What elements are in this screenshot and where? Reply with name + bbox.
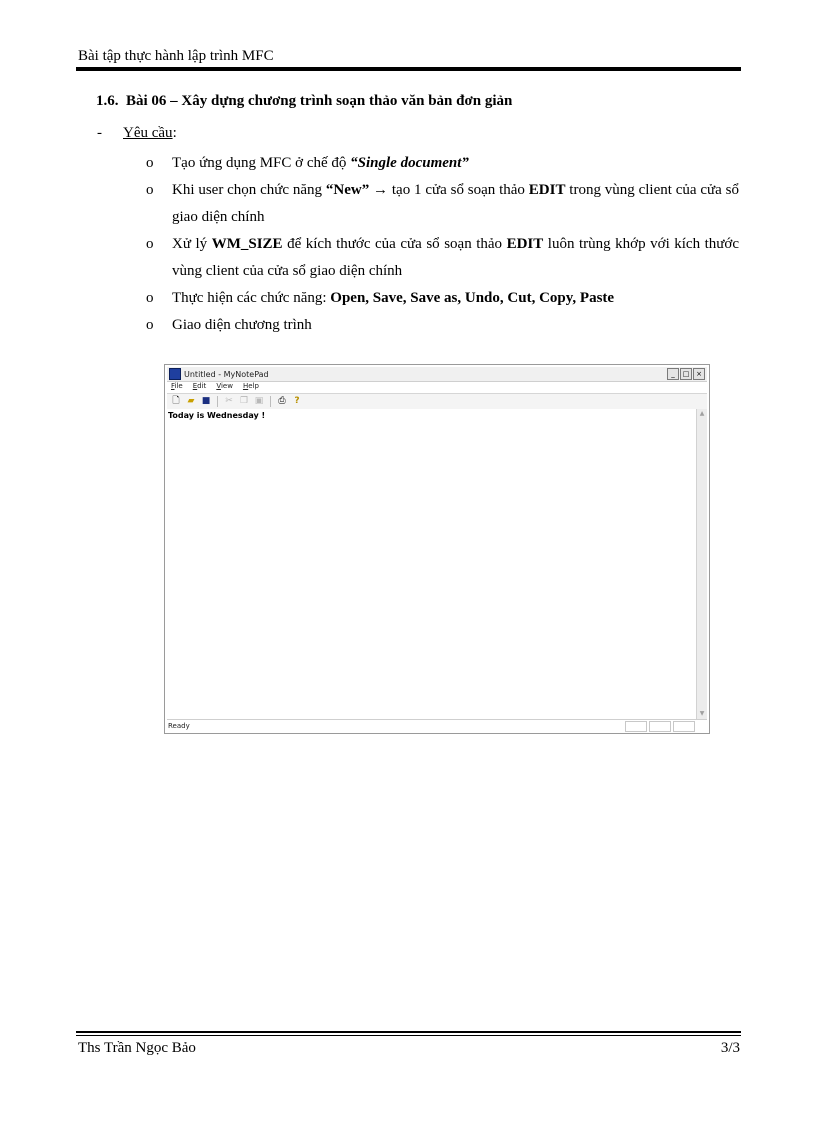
menu-file-mnemonic: F	[171, 382, 175, 390]
toolbar-separator	[217, 396, 218, 407]
status-bar	[167, 719, 707, 732]
edit-client-area[interactable]	[167, 409, 697, 719]
bullet-marker: o	[146, 236, 154, 252]
app-icon	[169, 368, 181, 380]
bullet-marker: o	[146, 182, 154, 198]
bullet-marker: o	[146, 317, 154, 333]
footer-author: Ths Trần Ngọc Bảo	[78, 1040, 196, 1056]
requirements-list	[146, 150, 739, 339]
minimize-button[interactable]: _	[667, 368, 679, 380]
scroll-down-icon[interactable]: ▼	[699, 710, 705, 717]
menu-help-mnemonic: H	[242, 382, 249, 390]
section-title	[96, 93, 512, 110]
requirements-dash: -	[97, 125, 102, 141]
new-file-icon[interactable]: 🗋	[172, 396, 180, 406]
help-icon[interactable]: ?	[294, 396, 300, 406]
requirements-heading	[97, 125, 177, 142]
bullet-marker: o	[146, 290, 154, 306]
menu-help-label: elp	[248, 382, 259, 390]
requirement-item	[146, 231, 739, 285]
vertical-scrollbar[interactable]	[696, 409, 707, 719]
menu-edit-mnemonic: E	[192, 382, 198, 390]
requirement-item	[146, 285, 739, 312]
requirements-label: Yêu cầu	[123, 125, 173, 141]
editor-text: Today is Wednesday !	[168, 411, 266, 420]
open-folder-icon[interactable]: ▰	[187, 396, 195, 406]
paste-icon[interactable]: ▣	[254, 396, 264, 406]
close-button[interactable]: ×	[693, 368, 705, 380]
requirement-text: Xử lý	[172, 236, 212, 252]
requirements-colon: :	[172, 125, 177, 141]
cut-icon[interactable]: ✂	[225, 396, 233, 406]
toolbar-separator	[270, 396, 271, 407]
page-header: Bài tập thực hành lập trình MFC	[78, 48, 274, 64]
requirement-text: để kích thước của cửa sổ soạn thảo	[282, 236, 507, 252]
section-number: 1.6.	[96, 93, 119, 109]
page-number: 3/3	[720, 1040, 740, 1056]
save-icon[interactable]: ■	[201, 396, 211, 406]
menu-view[interactable]	[216, 382, 233, 393]
window-controls	[667, 368, 705, 380]
print-icon[interactable]: ⎙	[278, 396, 286, 406]
requirement-item	[146, 312, 739, 339]
toolbar	[167, 393, 707, 410]
requirement-text: Tạo ứng dụng MFC ở chế độ	[172, 155, 351, 171]
menu-edit-label: dit	[197, 382, 207, 390]
menu-file[interactable]	[171, 382, 183, 393]
requirement-emphasis: “Single document”	[350, 155, 469, 171]
status-text: Ready	[168, 722, 190, 730]
app-screenshot	[164, 364, 710, 734]
requirement-emphasis: EDIT	[528, 182, 566, 198]
requirement-text: Giao diện chương trình	[172, 317, 312, 333]
requirement-text: Khi user chọn chức năng	[172, 182, 326, 198]
status-pane	[673, 721, 695, 732]
section-heading: Bài 06 – Xây dựng chương trình soạn thảo văn bản đơn giản	[126, 93, 513, 109]
status-pane	[649, 721, 671, 732]
requirement-item	[146, 150, 739, 177]
menu-view-mnemonic: V	[216, 382, 221, 390]
window-title: Untitled - MyNotePad	[184, 369, 269, 379]
requirement-text: → tạo 1 cửa sổ soạn thảo	[369, 182, 529, 198]
requirement-text: Thực hiện các chức năng:	[172, 290, 331, 306]
footer-rule-thin	[76, 1035, 741, 1036]
menu-edit[interactable]	[193, 382, 207, 393]
requirement-text: trong vùng client của cửa sổ giao diện chính	[172, 182, 739, 225]
requirement-text: luôn trùng khớp với kích thước vùng client của cửa sổ giao diện chính	[172, 236, 739, 279]
status-pane	[625, 721, 647, 732]
requirement-item	[146, 177, 739, 231]
header-rule	[76, 67, 741, 71]
requirement-emphasis: EDIT	[506, 236, 544, 252]
footer-rule	[76, 1031, 741, 1033]
maximize-button[interactable]: □	[680, 368, 692, 380]
scroll-up-icon[interactable]: ▲	[699, 410, 705, 417]
bullet-marker: o	[146, 155, 154, 171]
menu-file-label: ile	[174, 382, 183, 390]
window-titlebar[interactable]	[167, 367, 707, 382]
requirement-emphasis: “New”	[325, 182, 370, 198]
status-indicators	[625, 721, 695, 732]
requirement-emphasis: WM_SIZE	[211, 236, 283, 252]
menu-view-label: iew	[220, 382, 233, 390]
menu-help[interactable]	[243, 382, 259, 393]
menu-bar	[167, 382, 707, 393]
requirement-emphasis: Open, Save, Save as, Undo, Cut, Copy, Paste	[330, 290, 615, 306]
copy-icon[interactable]: ❐	[239, 396, 249, 406]
